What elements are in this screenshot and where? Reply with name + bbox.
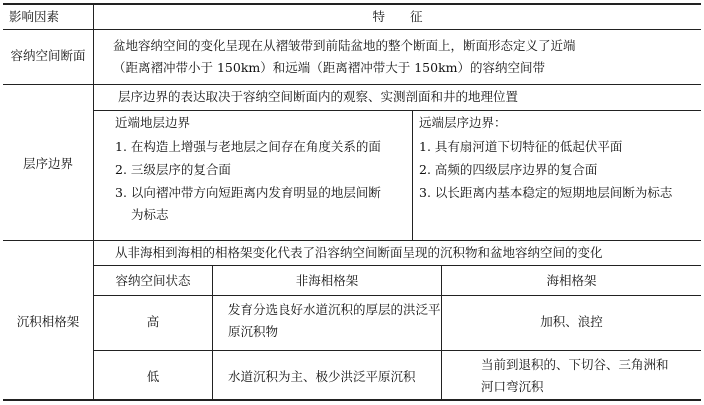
facies-high-nonmarine-2: 原沉积物 xyxy=(228,324,279,339)
distal-item-3: 3. 以长距离内基本稳定的短期地层间断为标志 xyxy=(419,185,673,200)
facies-high-nonmarine-1: 发育分选良好水道沉积的厚层的洪泛平 xyxy=(228,302,441,317)
rule-facies-colhead xyxy=(93,295,701,296)
rule-label-column xyxy=(93,4,94,400)
proximal-item-2: 2. 三级层序的复合面 xyxy=(115,162,231,177)
facies-low-marine-1: 当前到退积的、下切谷、三角洲和 xyxy=(481,357,669,372)
header-factor: 影响因素 xyxy=(9,9,60,24)
facies-high-marine: 加积、浪控 xyxy=(540,314,603,329)
proximal-item-1: 1. 在构造上增强与老地层之间存在角度关系的面 xyxy=(115,139,381,154)
facies-col-marine: 海相格架 xyxy=(546,273,597,288)
distal-title: 远端层序边界： xyxy=(419,115,507,130)
rule-top xyxy=(3,3,701,5)
rule-sequence-split xyxy=(412,111,413,240)
facies-high-state: 高 xyxy=(146,314,160,329)
row-label-facies: 沉积相格架 xyxy=(16,314,80,329)
rule-header-bottom xyxy=(3,29,701,30)
proximal-title: 近端地层边界 xyxy=(115,115,191,130)
rule-bottom xyxy=(3,399,701,401)
rule-sequence-summary xyxy=(93,110,701,111)
proximal-item-3-cont: 为标志 xyxy=(131,207,169,222)
space-section-line-1: 盆地容纳空间的变化呈现在从褶皱带到前陆盆地的整个断面上，断面形态定义了近端 xyxy=(113,38,576,53)
header-feature: 特 征 xyxy=(372,9,423,24)
distal-item-1: 1. 具有扇河道下切特征的低起伏平面 xyxy=(419,139,623,154)
distal-item-2: 2. 高频的四级层序边界的复合面 xyxy=(419,162,598,177)
sequence-summary: 层序边界的表达取决于容纳空间断面内的观察、实测剖面和井的地理位置 xyxy=(118,89,519,104)
proximal-item-3: 3. 以向褶冲带方向短距离内发育明显的地层间断 xyxy=(115,185,381,200)
facies-summary: 从非海相到海相的相格架变化代表了沿容纳空间断面呈现的沉积物和盆地容纳空间的变化 xyxy=(115,245,603,260)
row-label-sequence: 层序边界 xyxy=(22,156,73,171)
row-label-space-section: 容纳空间断面 xyxy=(10,48,86,63)
facies-low-marine-2: 河口弯沉积 xyxy=(481,379,544,394)
facies-low-nonmarine: 水道沉积为主、极少洪泛平原沉积 xyxy=(228,369,416,384)
facies-col-nonmarine: 非海相格架 xyxy=(295,273,359,288)
feature-table xyxy=(3,3,701,401)
space-section-line-2: （距离褶冲带小于 150km）和远端（距离褶冲带大于 150km）的容纳空间带 xyxy=(113,60,546,75)
facies-low-state: 低 xyxy=(146,369,160,384)
rule-facies-high xyxy=(93,350,701,351)
rule-space-bottom xyxy=(3,84,701,85)
rule-facies-summary xyxy=(93,265,701,266)
rule-sequence-bottom xyxy=(3,240,701,241)
facies-col-state: 容纳空间状态 xyxy=(115,273,191,288)
